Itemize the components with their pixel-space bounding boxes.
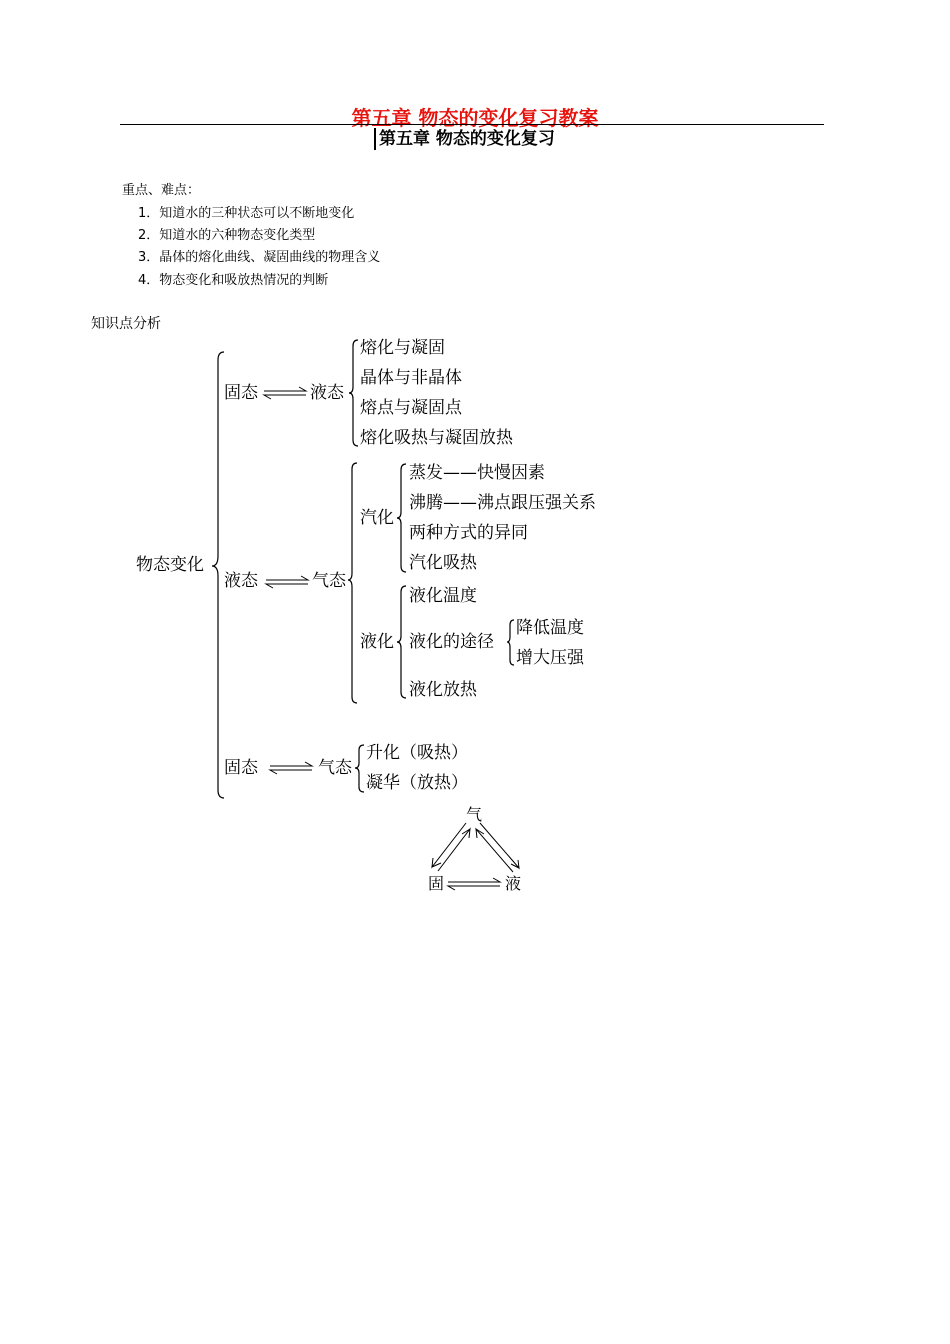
sublimation-topic: 升化（吸热）: [366, 743, 468, 763]
deposition-topic: 凝华（放热）: [366, 773, 468, 793]
vaporization-node: 汽化: [360, 508, 394, 528]
triangle-solid-label: 固: [428, 874, 445, 893]
key-points-heading: 重点、难点：: [122, 183, 201, 198]
gas-state-node: 气态: [318, 758, 352, 778]
heat-topic: 熔化吸热与凝固放热: [360, 428, 513, 448]
liquefaction-heat-topic: 液化放热: [409, 680, 477, 700]
key-point-item: 4．物态变化和吸放热情况的判断: [138, 273, 329, 288]
solid-state-node: 固态: [224, 758, 258, 778]
liquefaction-ways-topic: 液化的途径: [409, 632, 494, 652]
melting-topic: 熔化与凝固: [360, 338, 445, 358]
gas-state-node: 气态: [312, 571, 346, 591]
liquid-state-node: 液态: [310, 383, 344, 403]
key-point-item: 3．晶体的熔化曲线、凝固曲线的物理含义: [138, 250, 381, 265]
increase-pressure-topic: 增大压强: [516, 648, 584, 668]
key-point-item: 1．知道水的三种状态可以不断地变化: [138, 206, 355, 221]
key-point-item: 2．知道水的六种物态变化类型: [138, 228, 316, 243]
boiling-topic: 沸腾——沸点跟压强关系: [409, 493, 596, 513]
lower-temp-topic: 降低温度: [516, 618, 584, 638]
crystal-topic: 晶体与非晶体: [360, 368, 462, 388]
liquefaction-temp-topic: 液化温度: [409, 586, 477, 606]
document-title: 第五章 物态的变化复习教案: [351, 106, 599, 130]
chapter-subtitle: 第五章 物态的变化复习: [374, 128, 555, 150]
root-node: 物态变化: [136, 555, 204, 575]
vaporization-heat-topic: 汽化吸热: [409, 553, 477, 573]
liquid-state-node: 液态: [224, 571, 258, 591]
melting-point-topic: 熔点与凝固点: [360, 398, 462, 418]
section-heading: 知识点分析: [91, 316, 161, 332]
triangle-gas-label: 气: [466, 805, 483, 824]
solid-state-node: 固态: [224, 383, 258, 403]
liquefaction-node: 液化: [360, 632, 394, 652]
evaporation-topic: 蒸发——快慢因素: [409, 463, 545, 483]
triangle-liquid-label: 液: [505, 874, 522, 893]
two-ways-topic: 两种方式的异同: [409, 523, 528, 543]
